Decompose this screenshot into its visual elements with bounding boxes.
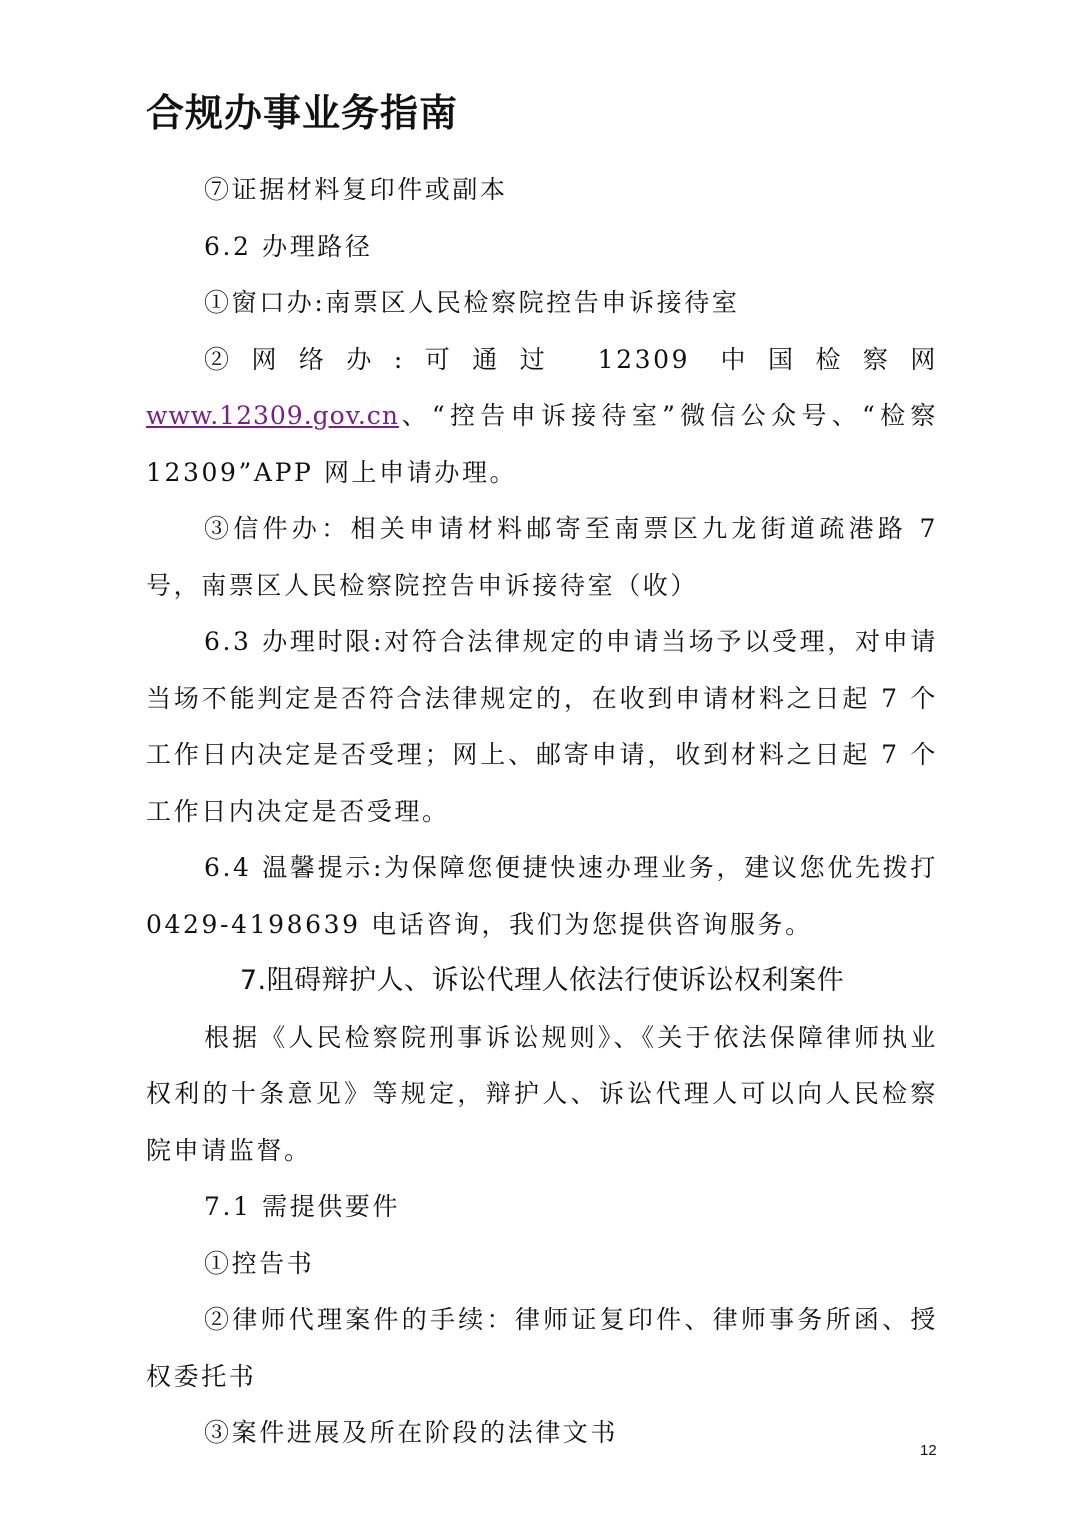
paragraph-tips: 6.4 温馨提示:为保障您便捷快速办理业务，建议您优先拨打 0429-4198639 电话咨询，我们为您提供咨询服务。	[146, 853, 938, 939]
website-link[interactable]: www.12309.gov.cn	[146, 401, 399, 430]
online-service-text-continued: 、“控告申诉接待室”微信公众号、“检察 12309”APP 网上申请办理。	[146, 401, 938, 487]
online-service-text: ②网络办:可通过 12309 中国检察网	[204, 344, 938, 374]
list-item-legal-documents: ③案件进展及所在阶段的法律文书	[204, 1418, 619, 1447]
section-7-heading: 7.阻碍辩护人、诉讼代理人依法行使诉讼权利案件	[239, 965, 845, 996]
document-body	[146, 162, 938, 1462]
page-number: 12	[920, 1442, 937, 1459]
paragraph-time-limit: 6.3 办理时限:对符合法律规定的申请当场予以受理，对申请当场不能判定是否符合法律规定的，在收到申请材料之日起 7 个工作日内决定是否受理；网上、邮寄申请，收到材料之日起 7 个工作日内决定是否受理。	[146, 627, 938, 826]
paragraph-item7: ⑦证据材料复印件或副本	[204, 175, 508, 204]
section-7-1-title: 7.1 需提供要件	[204, 1192, 401, 1221]
list-item-lawyer-documents: ②律师代理案件的手续：律师证复印件、律师事务所函、授权委托书	[146, 1305, 938, 1391]
paragraph-section-7-intro: 根据《人民检察院刑事诉讼规则》、《关于依法保障律师执业权利的十条意见》等规定，辩护人、诉讼代理人可以向人民检察院申请监督。	[146, 1022, 938, 1165]
list-item-complaint: ①控告书	[204, 1248, 315, 1278]
paragraph-mail-service: ③信件办：相关申请材料邮寄至南票区九龙街道疏港路 7 号，南票区人民检察院控告申诉接待室（收）	[146, 514, 938, 600]
paragraph-online-service	[146, 332, 938, 502]
page-header-title: 合规办事业务指南	[146, 91, 459, 135]
paragraph-window-service: ①窗口办:南票区人民检察院控告申诉接待室	[204, 288, 740, 317]
section-6-2-title: 6.2 办理路径	[204, 231, 373, 261]
